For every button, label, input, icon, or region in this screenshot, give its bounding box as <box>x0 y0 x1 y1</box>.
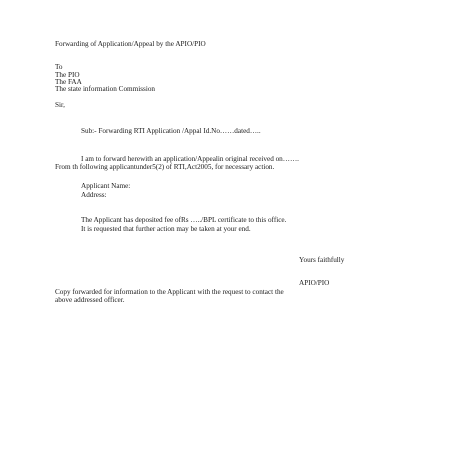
recipient-faa: The FAA <box>55 78 82 86</box>
body-applicant-line: From th following applicantunder5(2) of RTI,Act2005, for necessary action. <box>55 163 275 171</box>
salutation: Sir, <box>55 101 65 109</box>
recipient-commission: The state information Commission <box>55 85 156 93</box>
applicant-name-label: Applicant Name: <box>81 182 131 190</box>
recipient-to-label: To <box>55 63 63 71</box>
address-label: Address: <box>81 191 107 199</box>
letter-heading: Forwarding of Application/Appeal by the APIO/PIO <box>55 40 206 48</box>
copy-note-line-2: above addressed officer. <box>55 296 125 304</box>
fee-deposit-line: The Applicant has deposited fee ofRs …../BPL certificate to this office. <box>81 216 287 224</box>
closing-line: Yours faithfully <box>299 256 345 264</box>
signatory: APIO/PIO <box>299 279 330 287</box>
body-forward-line: I am to forward herewith an application/Appealin original received on……. <box>81 155 299 163</box>
copy-note-line-1: Copy forwarded for information to the Applicant with the request to contact the <box>55 288 284 296</box>
subject-line: Sub:- Forwarding RTI Application /Appal Id.No……dated….. <box>81 127 261 135</box>
request-action-line: It is requested that further action may be taken at your end. <box>81 225 251 233</box>
recipient-pio: The PIO <box>55 71 80 79</box>
